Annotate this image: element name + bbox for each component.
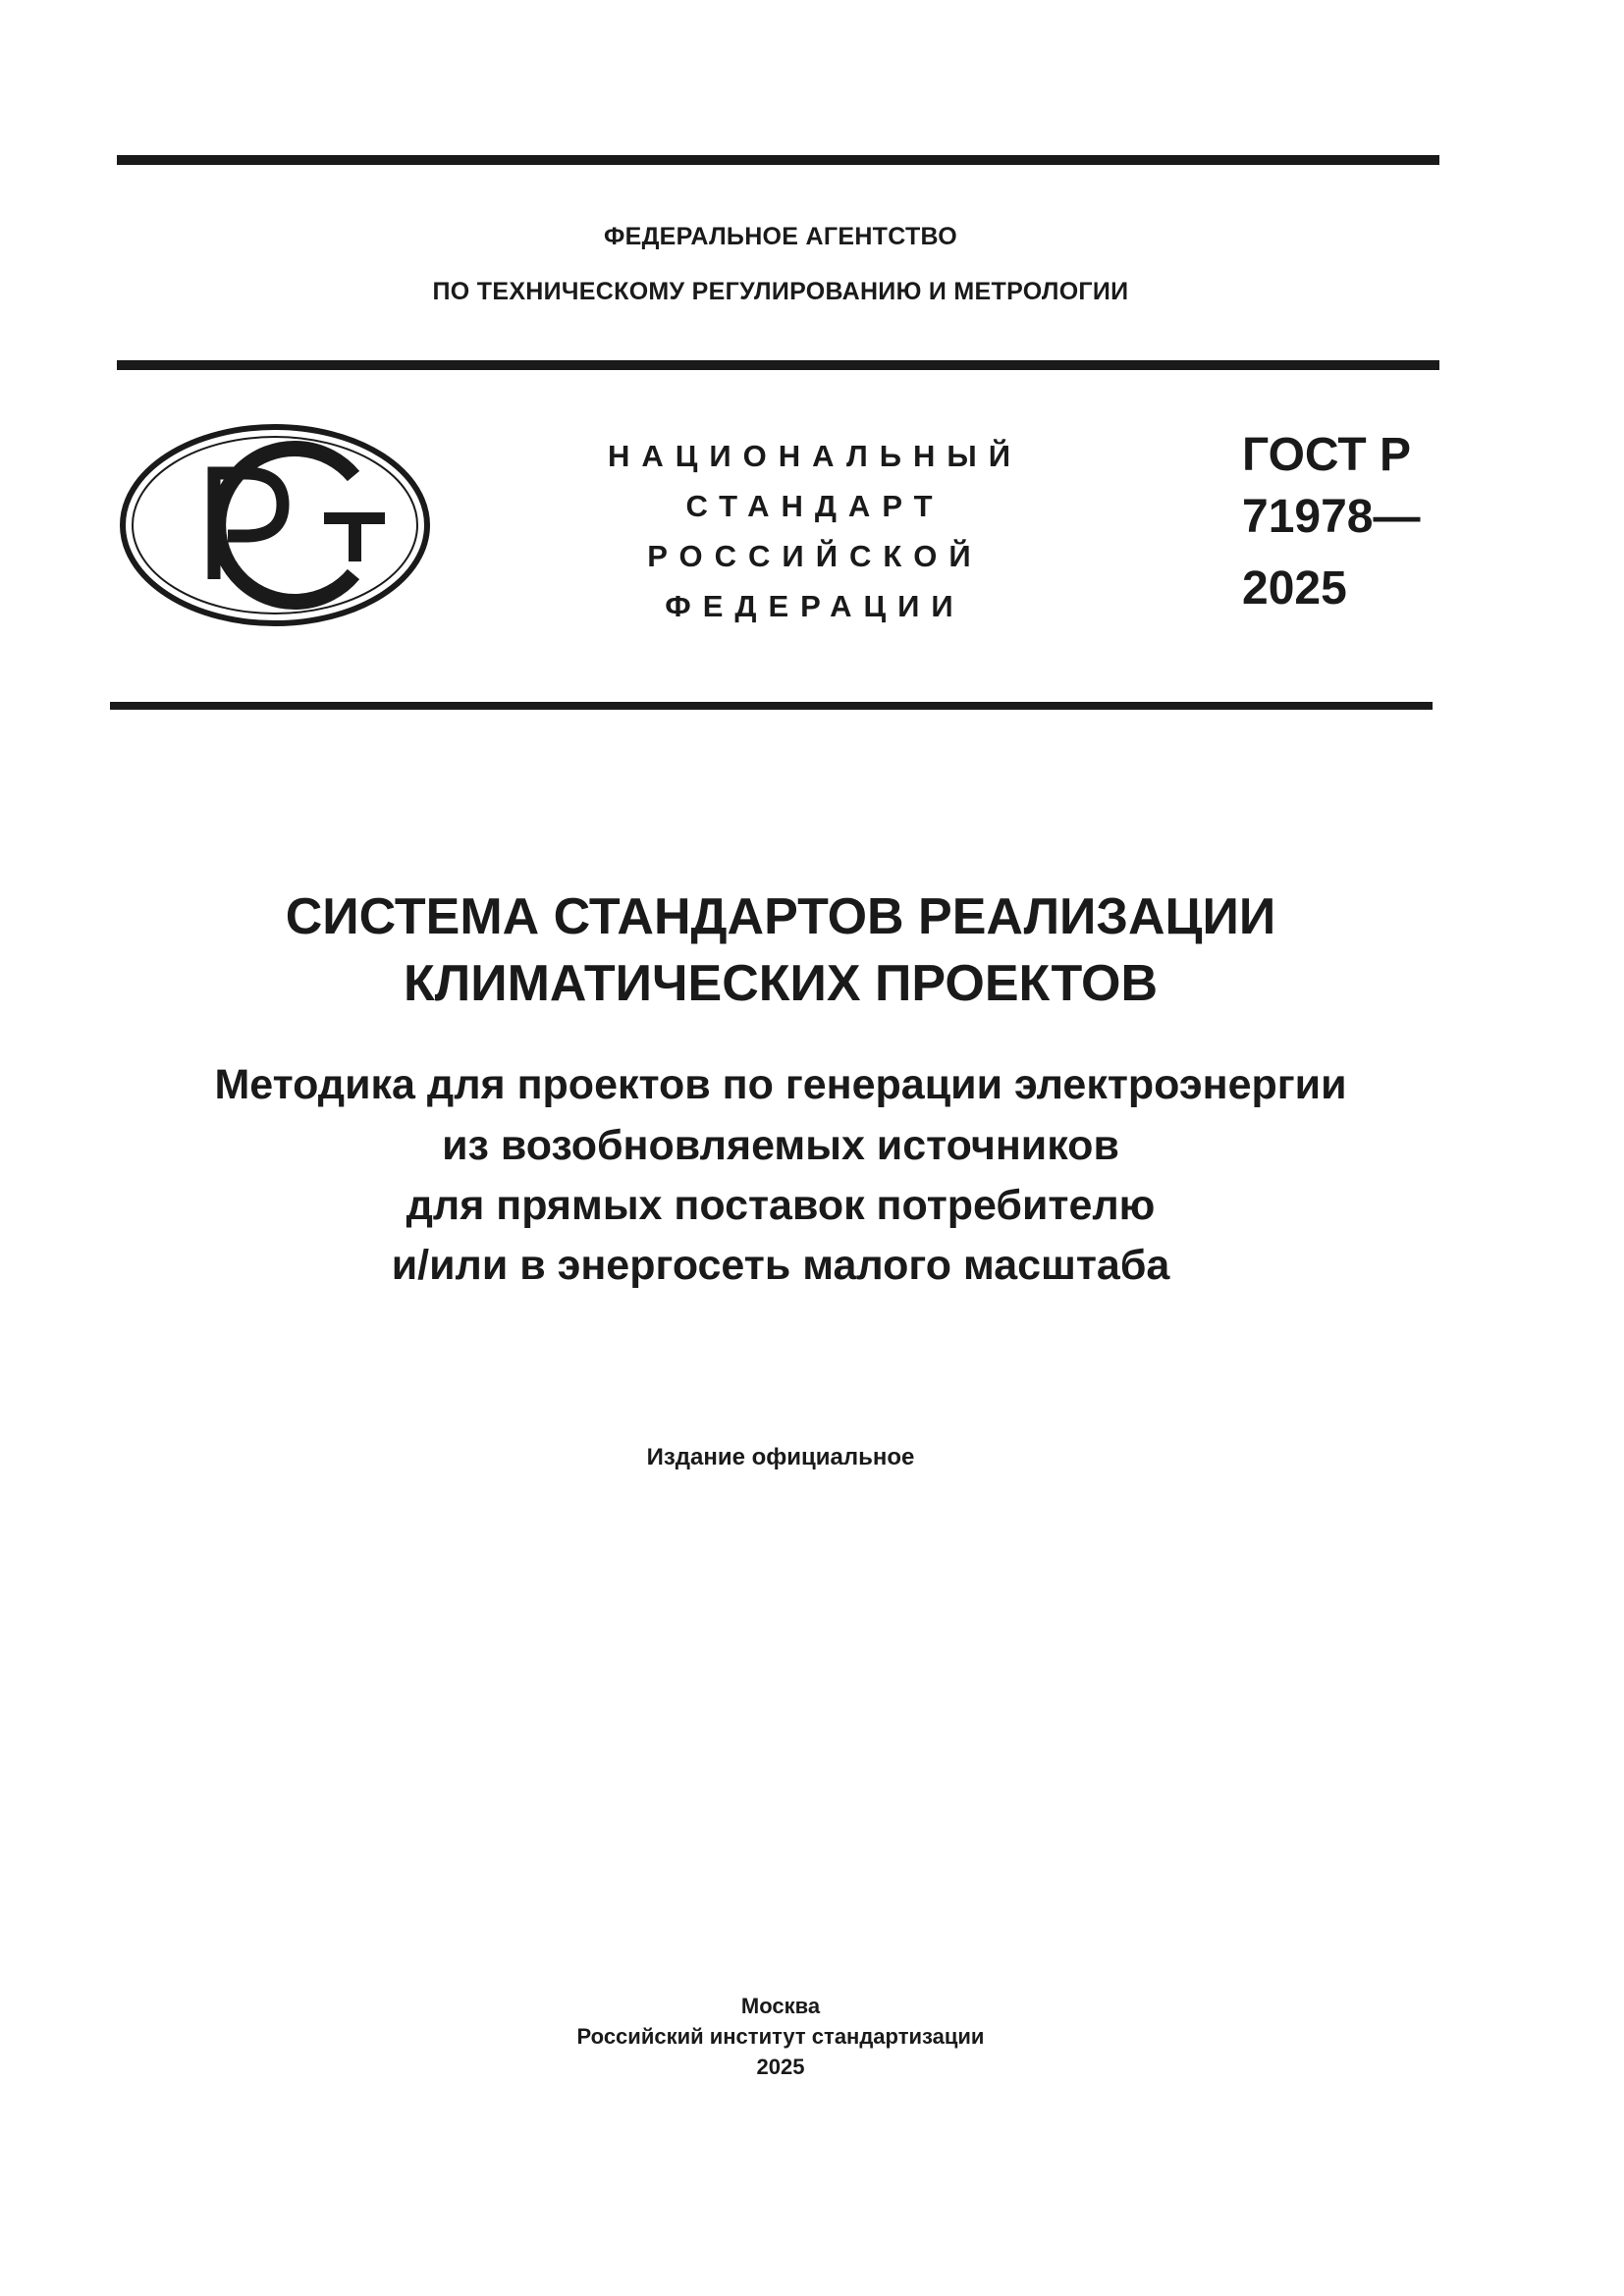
document-subtitle-line-3: для прямых поставок потребителю bbox=[406, 1182, 1156, 1229]
middle-rule bbox=[117, 360, 1439, 370]
publisher-name: Российский институт стандартизации bbox=[576, 2024, 985, 2049]
edition-label: Издание официальное bbox=[646, 1444, 915, 1470]
document-subtitle-line-2: из возобновляемых источников bbox=[442, 1122, 1119, 1169]
national-standard-line-2: СТАНДАРТ bbox=[685, 489, 945, 523]
standard-designation-line-2: 71978— bbox=[1242, 491, 1421, 543]
agency-name-line-1: ФЕДЕРАЛЬНОЕ АГЕНТСТВО bbox=[603, 223, 958, 250]
national-standard-line-1: НАЦИОНАЛЬНЫЙ bbox=[607, 439, 1023, 473]
document-subtitle-line-4: и/или в энергосеть малого масштаба bbox=[391, 1242, 1170, 1289]
rst-certification-mark-icon bbox=[118, 422, 432, 628]
document-subtitle-line-1: Методика для проектов по генерации электроэнергии bbox=[214, 1061, 1347, 1108]
document-title-line-2: КЛИМАТИЧЕСКИХ ПРОЕКТОВ bbox=[403, 955, 1159, 1012]
standard-designation-line-1: ГОСТ Р bbox=[1242, 429, 1412, 481]
national-standard-line-3: РОССИЙСКОЙ bbox=[647, 539, 983, 573]
publication-city: Москва bbox=[740, 1994, 821, 2018]
document-title-line-1: СИСТЕМА СТАНДАРТОВ РЕАЛИЗАЦИИ bbox=[285, 888, 1276, 945]
publication-year: 2025 bbox=[756, 2055, 805, 2079]
bottom-rule bbox=[110, 702, 1433, 710]
top-rule bbox=[117, 155, 1439, 165]
standard-designation-line-3: 2025 bbox=[1242, 562, 1347, 614]
agency-name-line-2: ПО ТЕХНИЧЕСКОМУ РЕГУЛИРОВАНИЮ И МЕТРОЛОГИИ bbox=[432, 278, 1129, 305]
national-standard-line-4: ФЕДЕРАЦИИ bbox=[665, 589, 965, 623]
